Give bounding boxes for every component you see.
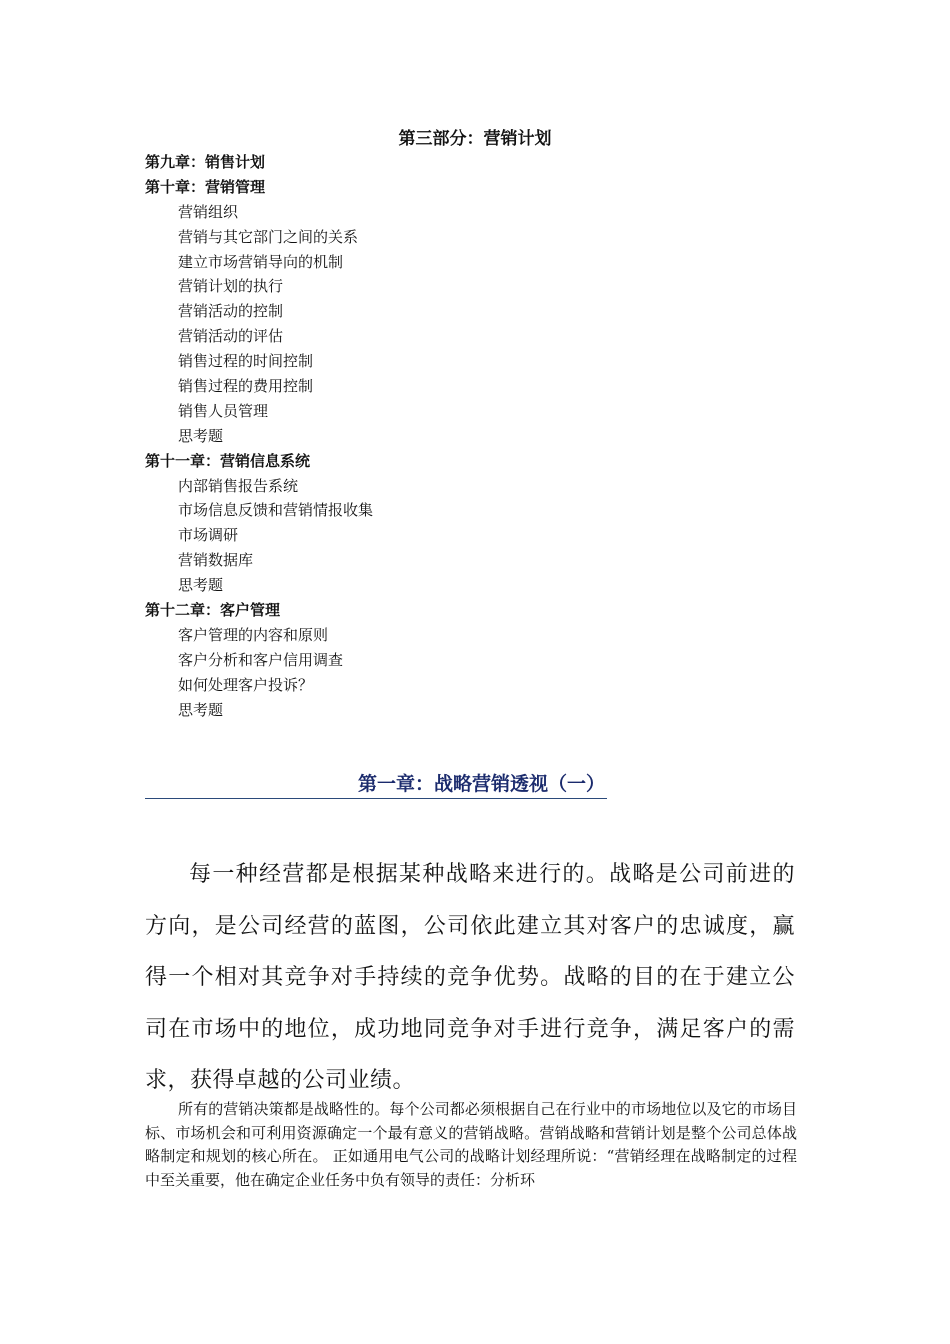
toc-item: 营销活动的评估 bbox=[178, 327, 284, 346]
toc-item: 销售过程的费用控制 bbox=[178, 377, 314, 396]
toc-item: 思考题 bbox=[178, 700, 224, 719]
part-title: 第三部分：营销计划 bbox=[398, 129, 552, 149]
toc-item: 营销与其它部门之间的关系 bbox=[178, 227, 359, 246]
toc-item: 营销计划的执行 bbox=[178, 277, 284, 296]
toc-item: 建立市场营销导向的机制 bbox=[178, 252, 344, 271]
toc-chapter: 第九章：销售计划 bbox=[145, 153, 266, 171]
toc-item: 思考题 bbox=[178, 576, 224, 595]
toc-item: 市场信息反馈和营销情报收集 bbox=[178, 501, 374, 520]
toc-item: 营销数据库 bbox=[178, 551, 254, 570]
chapter-heading: 第一章：战略营销透视（一） bbox=[357, 773, 605, 795]
toc-item: 市场调研 bbox=[178, 526, 239, 545]
toc-item: 客户分析和客户信用调查 bbox=[178, 650, 344, 669]
toc-item: 客户管理的内容和原则 bbox=[178, 625, 329, 644]
toc-chapter: 第十一章：营销信息系统 bbox=[145, 451, 311, 470]
toc-chapter: 第十二章：客户管理 bbox=[145, 601, 281, 620]
toc-item: 销售过程的时间控制 bbox=[178, 352, 314, 371]
toc-item: 营销组织 bbox=[178, 202, 239, 221]
body-paragraph: 所有的营销决策都是战略性的。每个公司都必须根据自己在行业中的市场地位以及它的市场目标、市场机会和可利用资源确定一个最有意义的营销战略。营销战略和营销计划是整个公司总体战略制定和规划的核心所在。 正如通用电气公司的战略计划经理所说：“营销经理在战略制定的过程中至关重要，他在确定企业任务中负有领导的责任：分析环 bbox=[145, 1100, 797, 1189]
toc-item: 销售人员管理 bbox=[178, 401, 269, 420]
toc-chapter: 第十章：营销管理 bbox=[145, 177, 266, 196]
body-paragraph-large: 每一种经营都是根据某种战略来进行的。战略是公司前进的方向，是公司经营的蓝图，公司依此建立其对客户的忠诚度，赢得一个相对其竞争对手持续的竞争优势。战略的目的在于建立公司在市场中的地位，成功地同竞争对手进行竞争，满足客户的需求，获得卓越的公司业绩。 bbox=[145, 862, 795, 1093]
heading-underline bbox=[145, 798, 607, 799]
toc-item: 营销活动的控制 bbox=[178, 302, 284, 321]
toc-item: 思考题 bbox=[178, 426, 224, 445]
toc-item: 如何处理客户投诉？ bbox=[178, 675, 314, 694]
table-of-contents bbox=[145, 150, 805, 722]
toc-item: 内部销售报告系统 bbox=[178, 476, 299, 495]
